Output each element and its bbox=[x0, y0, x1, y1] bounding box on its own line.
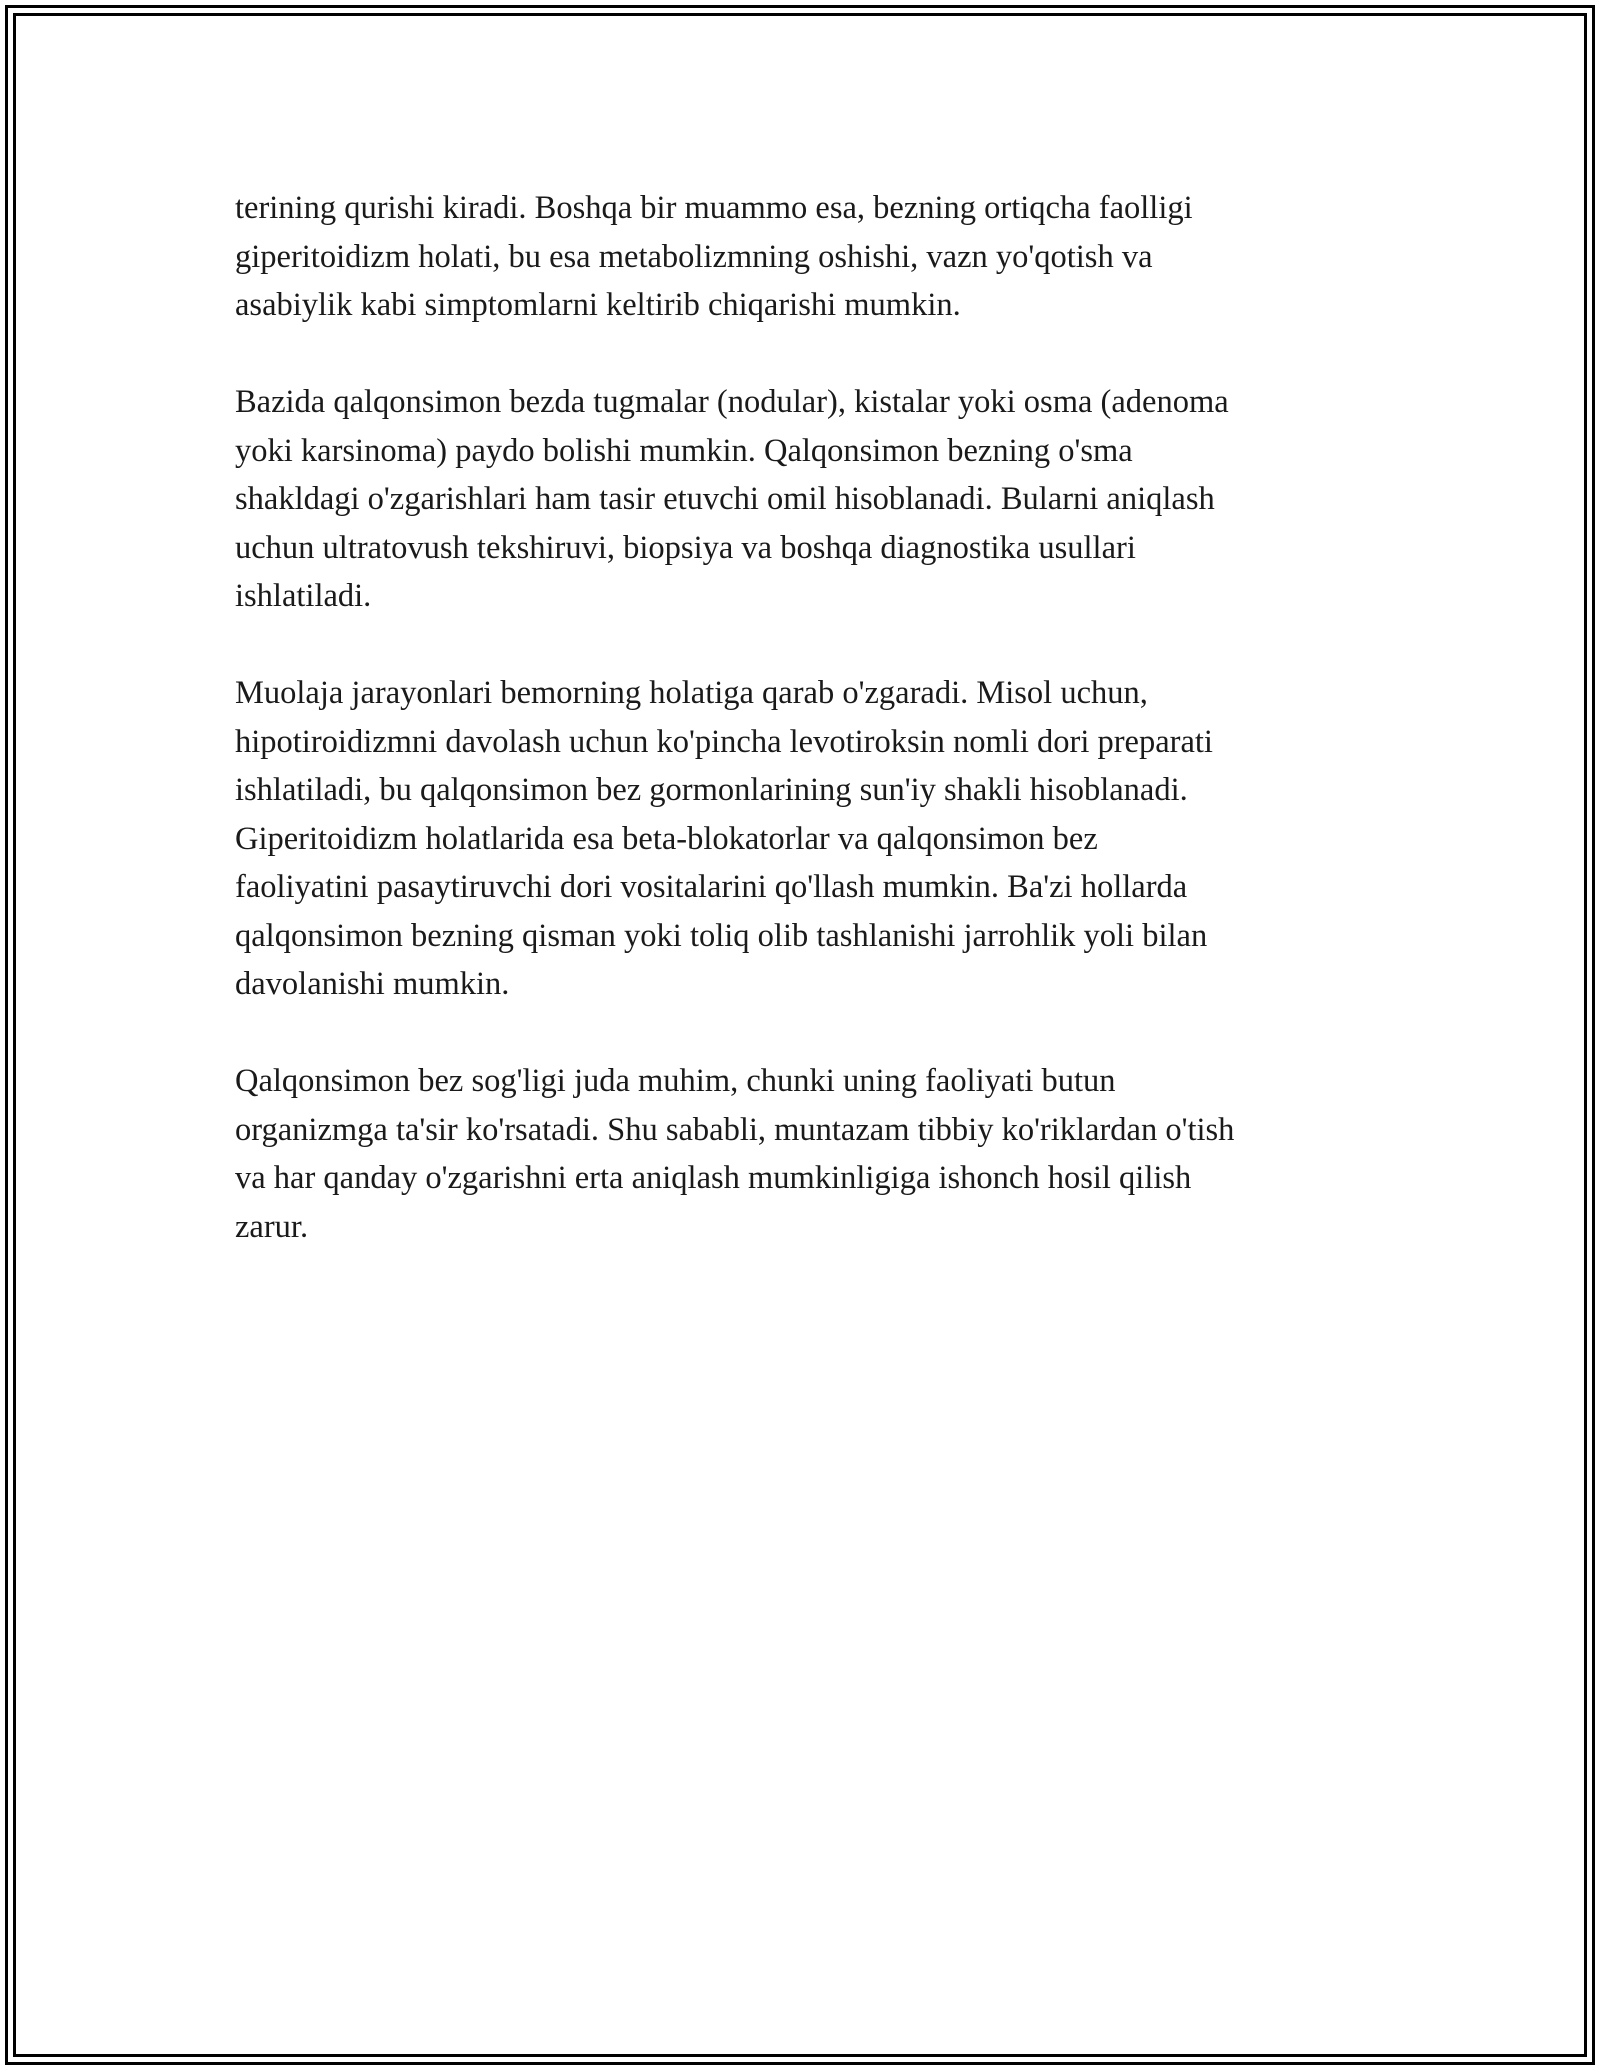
paragraph-3: Muolaja jarayonlari bemorning holatiga qarab o'zgaradi. Misol uchun, hipotiroidizmni davolash uchun ko'pincha levotiroksin nomli dori preparati ishlatiladi, bu qalqonsimon bez gormonlarining sun'iy shakli hisoblanadi. Giperitoidizm holatlarida esa beta-blokatorlar va qalqonsimon bez faoliyatini pasaytiruvchi dori vositalarini qo'llash mumkin. Ba'zi hollarda qalqonsimon bezning qisman yoki toliq olib tashlanishi jarrohlik yoli bilan davolanishi mumkin. bbox=[235, 675, 1213, 1002]
paragraph-4: Qalqonsimon bez sog'ligi juda muhim, chunki uning faoliyati butun organizmga ta'sir ko'rsatadi. Shu sababli, muntazam tibbiy ko'riklardan o'tish va har qanday o'zgarishni erta aniqlash mumkinligiga ishonch hosil qilish zarur. bbox=[235, 1063, 1235, 1245]
paragraph-2: Bazida qalqonsimon bezda tugmalar (nodular), kistalar yoki osma (adenoma yoki karsinoma) paydo bolishi mumkin. Qalqonsimon bezning o'sma shakldagi o'zgarishlari ham tasir etuvchi omil hisoblanadi. Bularni aniqlash uchun ultratovush tekshiruvi, biopsiya va boshqa diagnostika usullari ishlatiladi. bbox=[235, 384, 1229, 614]
document-body bbox=[235, 184, 1375, 1300]
paragraph-1: terining qurishi kiradi. Boshqa bir muammo esa, bezning ortiqcha faolligi giperitoidizm holati, bu esa metabolizmning oshishi, vazn yo'qotish va asabiylik kabi simptomlarni keltirib chiqarishi mumkin. bbox=[235, 190, 1193, 323]
